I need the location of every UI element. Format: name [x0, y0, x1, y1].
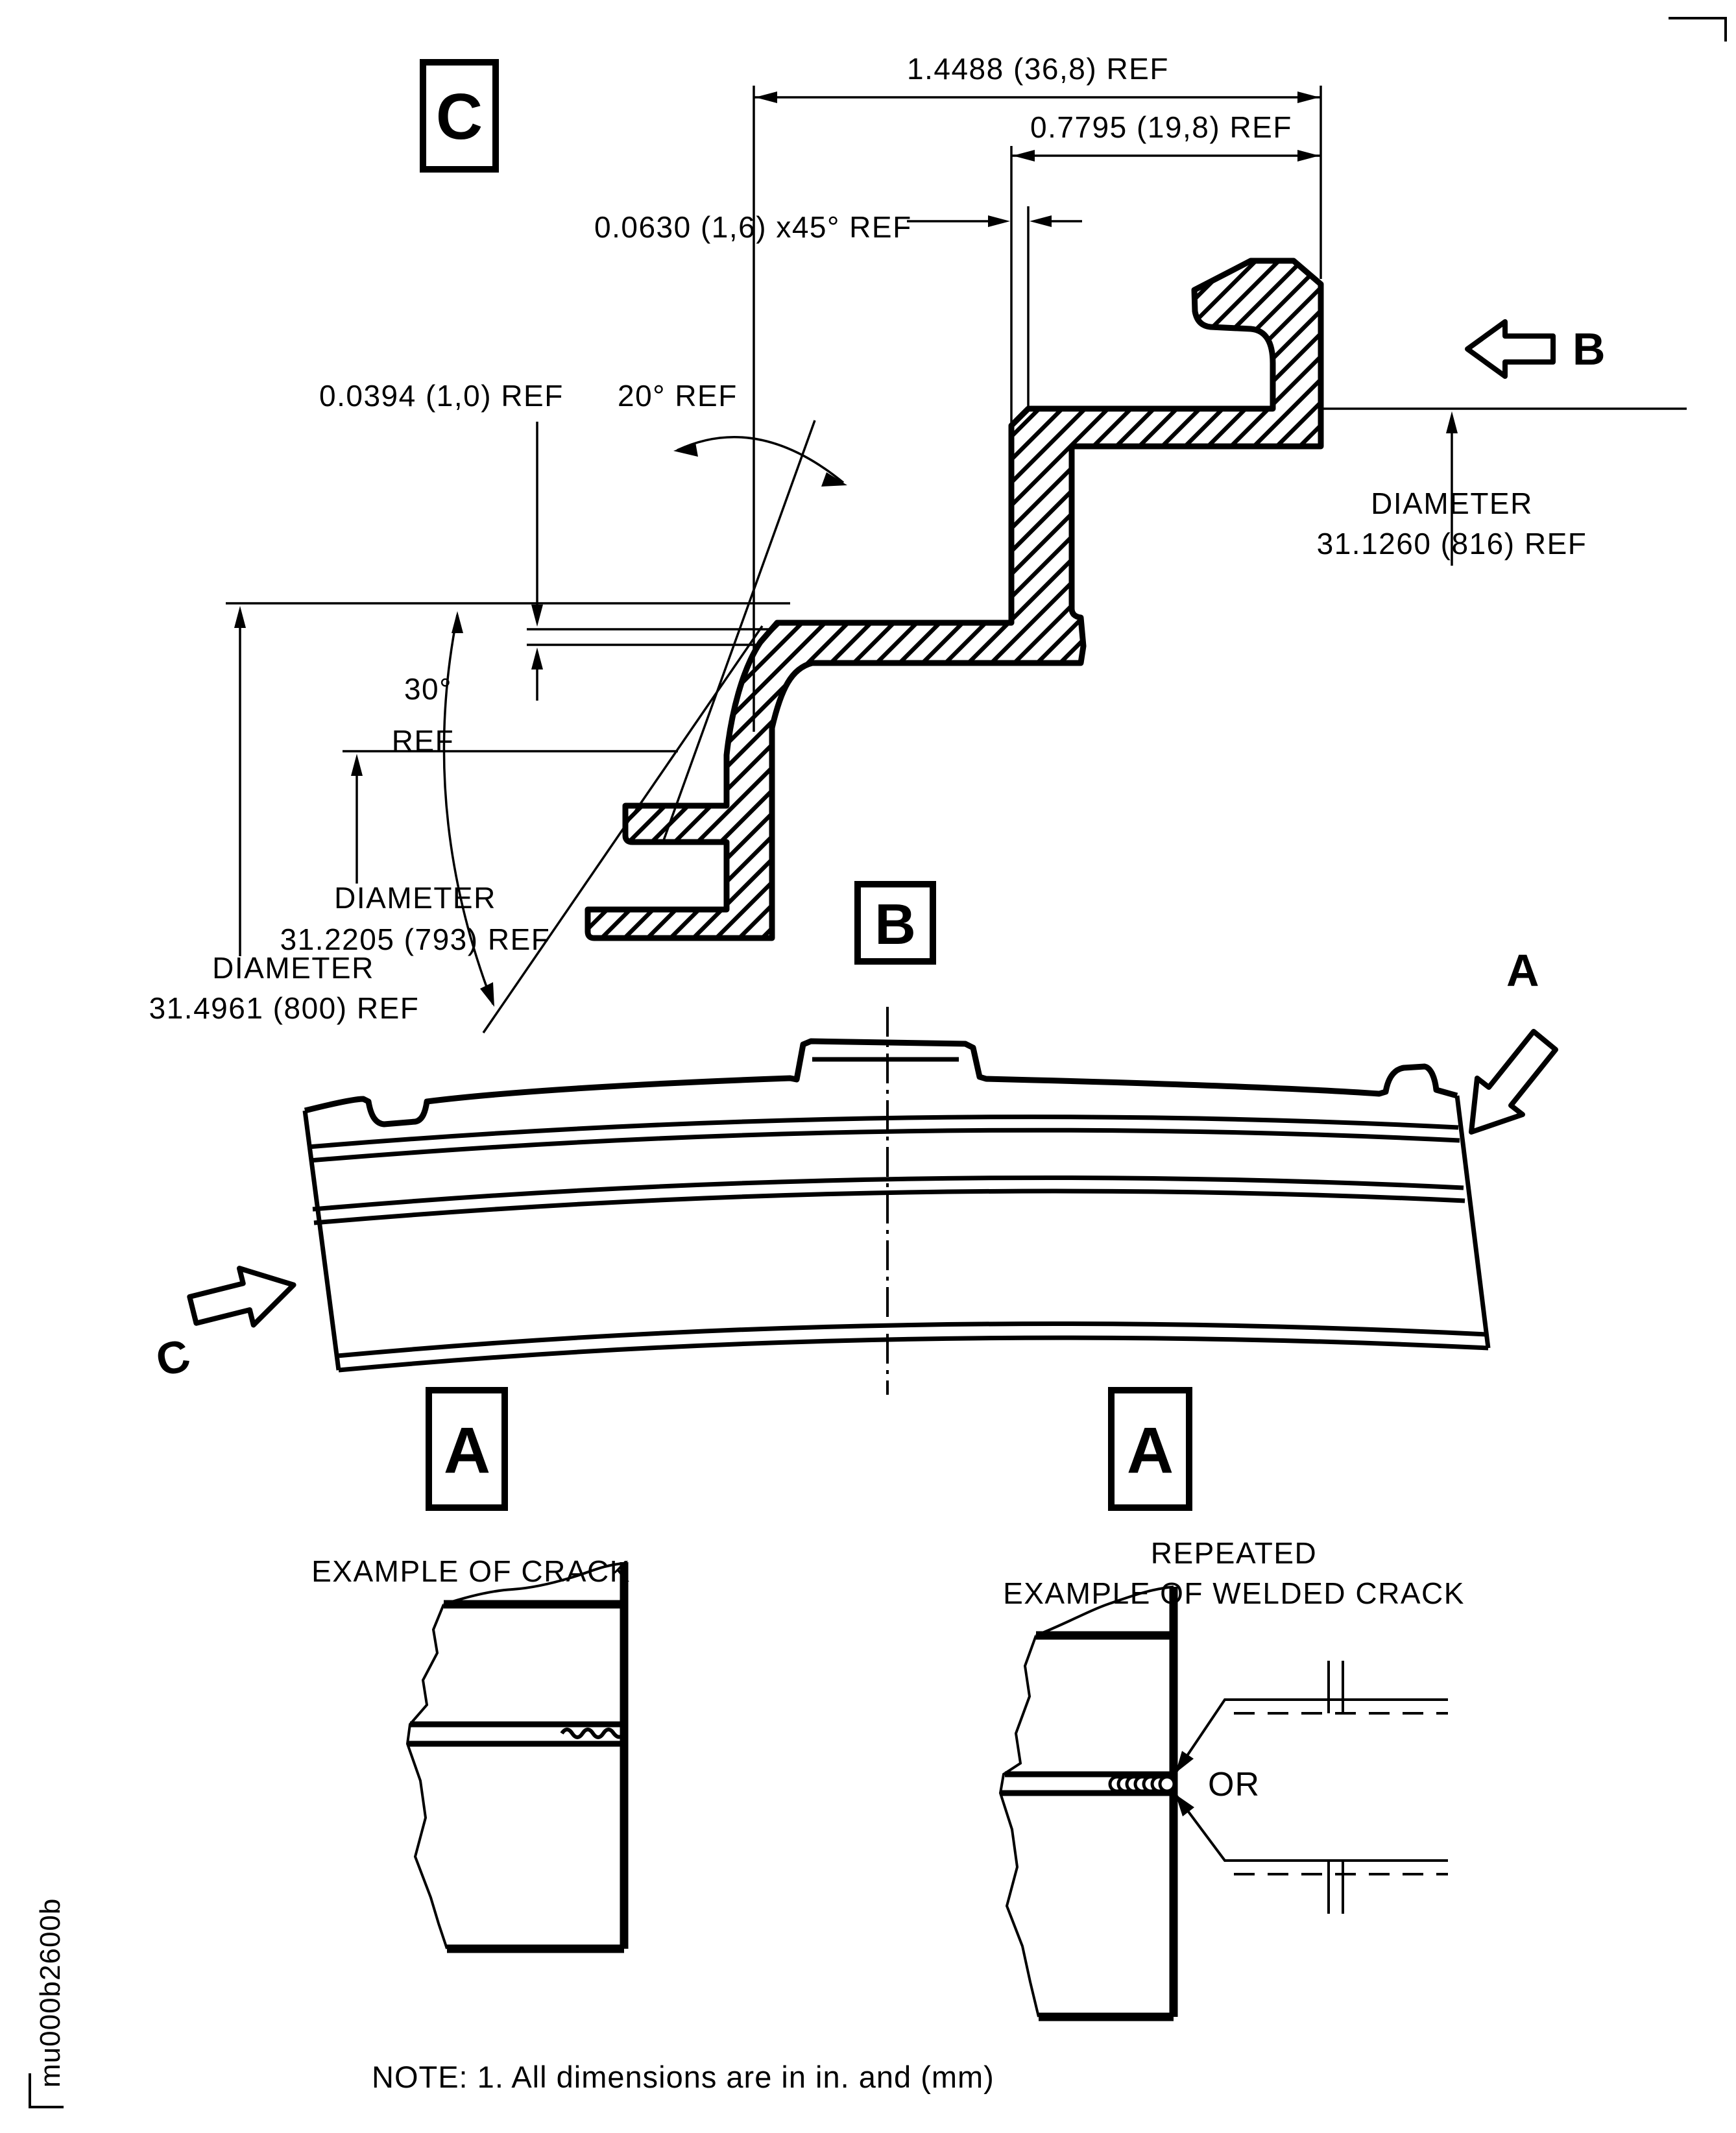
- crack-left-caption: EXAMPLE OF CRACK: [311, 1554, 631, 1588]
- dim-upper-width: [1011, 110, 1321, 162]
- dim-angle-20: [618, 379, 847, 487]
- dim-dia-816: [1317, 411, 1587, 566]
- dia-800-line2: 31.4961 (800) REF: [149, 991, 420, 1025]
- dim-upper-width-label: 0.7795 (19,8) REF: [1030, 110, 1292, 144]
- dim-step: [319, 379, 564, 701]
- cross-section-profile: [588, 261, 1321, 938]
- weld-bead: [1110, 1777, 1174, 1791]
- dia-800-line1: DIAMETER: [212, 951, 374, 985]
- view-b-letter: B: [874, 892, 916, 956]
- ring-left-edge: [305, 1111, 339, 1370]
- dim-angle-20-label: 20° REF: [618, 379, 738, 413]
- ring-top-profile: [305, 1041, 1457, 1124]
- dia-793-line2: 31.2205 (793) REF: [280, 922, 551, 956]
- crack-squiggle: [562, 1729, 623, 1737]
- view-b-arrow: [1467, 322, 1606, 376]
- dim-chamfer-label: 0.0630 (1,6) x45° REF: [594, 210, 912, 244]
- dim-dia-793: [280, 754, 551, 956]
- view-a-arrow: [1471, 945, 1556, 1132]
- view-c-arrow: [140, 1257, 310, 1386]
- dia-816-line2: 31.1260 (816) REF: [1316, 527, 1587, 560]
- view-a-label-right: [1111, 1390, 1189, 1508]
- dia-793-line1: DIAMETER: [334, 881, 496, 915]
- note-text: NOTE: 1. All dimensions are in in. and (mm): [372, 2060, 995, 2094]
- dim-step-label: 0.0394 (1,0) REF: [319, 379, 564, 413]
- slab-left-jagged: [407, 1604, 447, 1949]
- page-corner-marks: [30, 18, 1726, 2107]
- weld-symbol-lower: [1175, 1794, 1448, 1914]
- or-label: OR: [1208, 1766, 1260, 1803]
- view-b-arrow-letter: B: [1573, 324, 1606, 374]
- dim-total-width-label: 1.4488 (36,8) REF: [907, 52, 1169, 86]
- doc-id: mu000b2600b: [34, 1898, 66, 2088]
- view-b-label: [858, 884, 933, 961]
- ring-arc-lines: [308, 1117, 1488, 1370]
- crack-right-caption-1: REPEATED: [1150, 1536, 1318, 1570]
- view-a-letter-right: A: [1126, 1414, 1174, 1487]
- view-a-letter-left: A: [443, 1414, 491, 1487]
- crack-example-left: [311, 1390, 631, 1949]
- detail-c-label: [423, 62, 496, 169]
- weld-symbol-upper: [1175, 1661, 1448, 1773]
- view-c-arrow-letter: C: [151, 1329, 195, 1386]
- crack-right-caption-2: EXAMPLE OF WELDED CRACK: [1003, 1576, 1465, 1610]
- view-a-arrow-letter: A: [1506, 945, 1539, 996]
- dim-total-width: [754, 52, 1321, 103]
- detail-c-letter: C: [435, 80, 483, 153]
- dim-dia-800: [149, 606, 420, 1025]
- view-a-label-left: [429, 1390, 505, 1508]
- dim-angle-30-line1: 30°: [404, 672, 453, 706]
- slab2-left-jagged: [1000, 1635, 1039, 2017]
- dia-816-line1: DIAMETER: [1371, 487, 1533, 520]
- crack-example-right: [1000, 1390, 1465, 2017]
- dim-angle-30-line2: REF: [391, 724, 455, 758]
- dim-chamfer: [594, 210, 1082, 244]
